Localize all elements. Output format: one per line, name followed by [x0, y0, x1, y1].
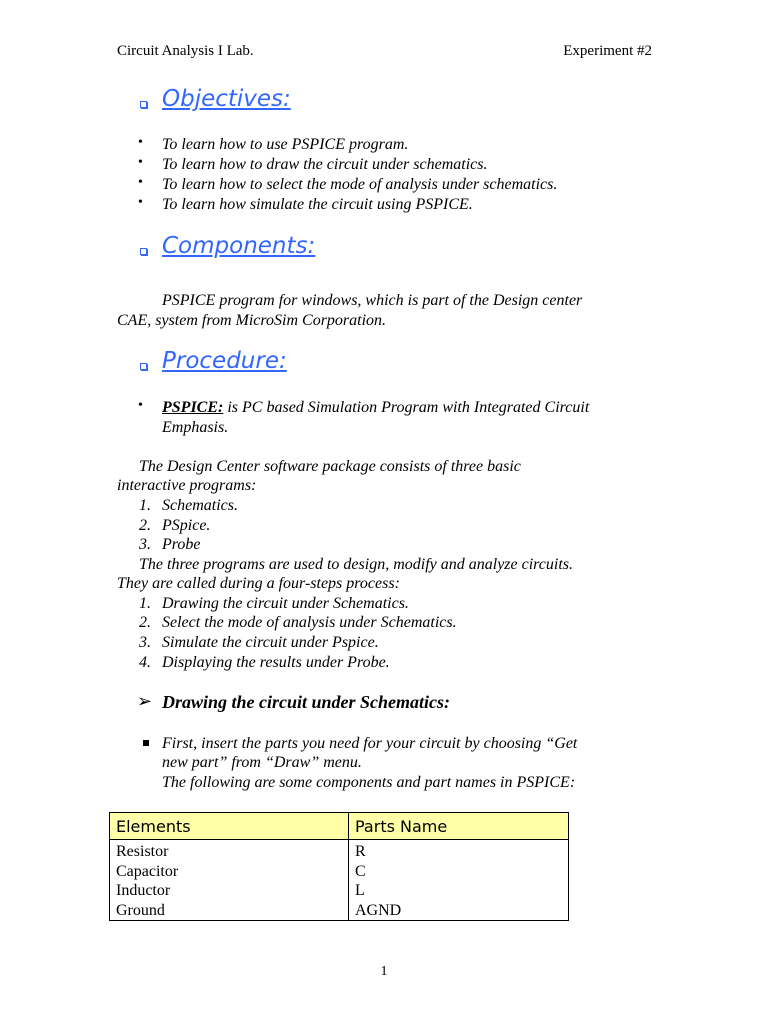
- table-cell: Resistor: [110, 840, 349, 862]
- table-cell: Capacitor: [110, 862, 349, 882]
- procedure-heading: Procedure:: [162, 348, 287, 374]
- bullet-icon: •: [138, 135, 143, 150]
- list-item: Displaying the results under Probe.: [162, 654, 390, 671]
- list-number: 3.: [139, 536, 151, 553]
- intro-text-line: The Design Center software package consists of three basic: [139, 458, 521, 475]
- table-row: [110, 862, 569, 882]
- list-item: PSpice.: [162, 517, 211, 534]
- components-heading: Components:: [162, 233, 316, 259]
- list-number: 1.: [139, 595, 151, 612]
- components-text-line: PSPICE program for windows, which is part of the Design center: [162, 292, 583, 309]
- square-bullet-icon: [140, 101, 147, 108]
- list-item: Schematics.: [162, 497, 238, 514]
- bullet-icon: •: [138, 155, 143, 170]
- table-cell: R: [349, 840, 569, 862]
- steps-intro-line: The three programs are used to design, modify and analyze circuits.: [139, 556, 574, 573]
- square-bullet-icon: [140, 248, 147, 255]
- drawing-text-line: new part” from “Draw” menu.: [162, 754, 362, 771]
- bullet-icon: •: [138, 398, 143, 413]
- list-item: To learn how simulate the circuit using PSPICE.: [162, 196, 473, 213]
- list-number: 1.: [139, 497, 151, 514]
- table-row: [110, 840, 569, 862]
- steps-intro-line: They are called during a four-steps process:: [117, 575, 400, 592]
- list-number: 2.: [139, 517, 151, 534]
- list-item: Select the mode of analysis under Schematics.: [162, 614, 457, 631]
- pspice-definition-text: is PC based Simulation Program with Integrated Circuit: [223, 399, 590, 416]
- pspice-definition: [162, 398, 589, 418]
- table-cell: L: [349, 881, 569, 901]
- page-number: 1: [380, 964, 388, 979]
- pspice-term: PSPICE:: [162, 399, 224, 416]
- square-bullet-icon: [140, 363, 147, 370]
- list-number: 4.: [139, 654, 151, 671]
- table-header: Elements: [110, 813, 349, 840]
- parts-table: [109, 812, 569, 921]
- list-item: To learn how to select the mode of analysis under schematics.: [162, 176, 558, 193]
- table-row: [110, 901, 569, 921]
- arrow-bullet-icon: ➢: [137, 691, 153, 711]
- drawing-text-line: The following are some components and part names in PSPICE:: [162, 774, 576, 791]
- table-cell: Inductor: [110, 881, 349, 901]
- table-header: Parts Name: [349, 813, 569, 840]
- drawing-text-line: First, insert the parts you need for your circuit by choosing “Get: [162, 735, 578, 752]
- objectives-heading: Objectives:: [162, 86, 291, 112]
- list-number: 2.: [139, 614, 151, 631]
- list-item: Drawing the circuit under Schematics.: [162, 595, 409, 612]
- list-item: To learn how to draw the circuit under schematics.: [162, 156, 488, 173]
- header-right: Experiment #2: [563, 43, 652, 59]
- components-text-line: CAE, system from MicroSim Corporation.: [117, 312, 387, 329]
- list-item: Probe: [162, 536, 201, 553]
- list-item: Simulate the circuit under Pspice.: [162, 634, 379, 651]
- table-cell: C: [349, 862, 569, 882]
- table-cell: AGND: [349, 901, 569, 921]
- table-header-row: [110, 813, 569, 840]
- square-bullet-icon: [143, 740, 149, 746]
- intro-text-line: interactive programs:: [117, 477, 257, 494]
- bullet-icon: •: [138, 195, 143, 210]
- header-left: Circuit Analysis I Lab.: [117, 43, 254, 59]
- table-row: [110, 881, 569, 901]
- list-number: 3.: [139, 634, 151, 651]
- table-cell: Ground: [110, 901, 349, 921]
- list-item: To learn how to use PSPICE program.: [162, 136, 409, 153]
- bullet-icon: •: [138, 175, 143, 190]
- pspice-definition-cont: Emphasis.: [162, 419, 229, 436]
- drawing-heading: Drawing the circuit under Schematics:: [162, 692, 451, 712]
